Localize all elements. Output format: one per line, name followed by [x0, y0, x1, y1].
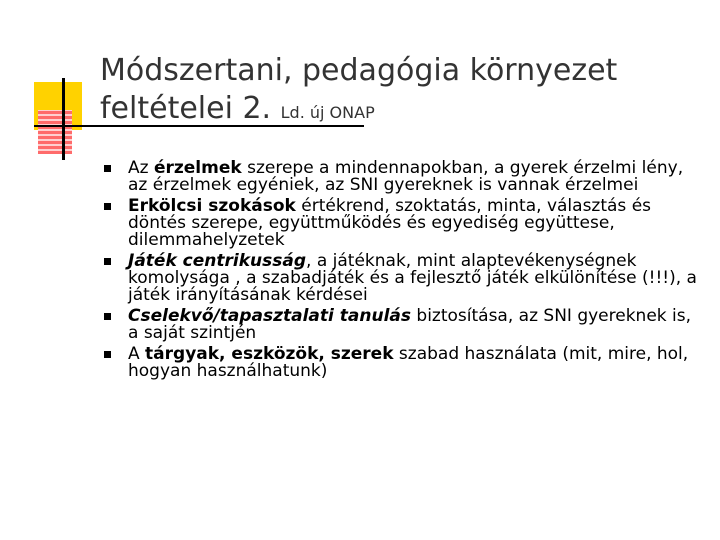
square-bullet-icon	[104, 203, 111, 210]
slide-title	[100, 52, 700, 132]
bullet-1-post: szerepe a mindennapokban, a gyerek érzelmi lény, az érzelmek egyéniek, az SNI gyereknek is vannak érzelmei	[128, 158, 684, 195]
bullet-5-bold: tárgyak, eszközök, szerek	[145, 344, 394, 364]
bullet-5-pre: A	[128, 344, 146, 364]
square-bullet-icon	[104, 165, 111, 172]
bullet-item-4	[100, 308, 700, 342]
title-line-2-text: feltételei 2.	[100, 91, 272, 126]
square-bullet-icon	[104, 258, 111, 265]
bullet-2-post: értékrend, szoktatás, minta, választás és döntés szerepe, együttműködés és egyediség együttese, dilemmahelyzetek	[128, 196, 652, 250]
bullet-5-post: szabad használata (mit, mire, hol, hogyan használhatunk)	[128, 344, 689, 381]
bullet-3-bold: Játék centrikusság	[128, 251, 307, 271]
square-bullet-icon	[104, 351, 111, 358]
bullet-item-3	[100, 253, 700, 304]
bullet-3-post: , a játéknak, mint alaptevékenységnek komolysága , a szabadjáték és a fejlesztő játék elkülönítése (!!!), a játék irányításának kérdései	[128, 251, 697, 305]
bullet-4-bold: Cselekvő/tapasztalati tanulás	[128, 306, 411, 326]
bullet-2-bold: Erkölcsi szokások	[128, 196, 296, 216]
bullet-item-2	[100, 198, 700, 249]
bullet-1-bold: érzelmek	[153, 158, 242, 178]
bullet-item-1	[100, 160, 700, 194]
title-subtext: Ld. új ONAP	[280, 103, 375, 122]
title-line-1: Módszertani, pedagógia környezet	[100, 53, 618, 88]
bullet-item-5	[100, 346, 700, 380]
decorative-red-striped-square	[38, 110, 72, 154]
decorative-vertical-line	[62, 78, 65, 160]
bullet-list	[100, 160, 700, 384]
bullet-1-pre: Az	[128, 158, 154, 178]
square-bullet-icon	[104, 313, 111, 320]
bullet-4-post: biztosítása, az SNI gyereknek is, a saját szintjén	[128, 306, 692, 343]
title-line-2	[100, 90, 700, 132]
